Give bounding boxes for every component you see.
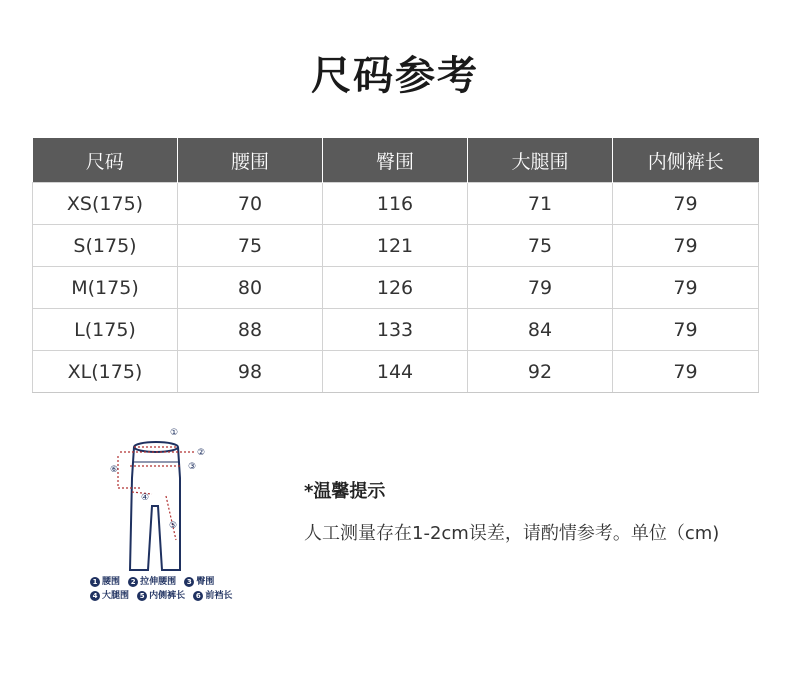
cell-hip: 144 <box>323 351 468 393</box>
legend-item <box>137 589 185 603</box>
cell-waist: 80 <box>178 267 323 309</box>
table-row <box>33 267 759 309</box>
legend-item <box>128 575 176 589</box>
cell-size: S(175) <box>33 225 178 267</box>
marker-3: ③ <box>188 462 197 472</box>
legend-number: 2 <box>128 577 138 587</box>
legend-label: 腰围 <box>102 577 121 587</box>
table-header-row <box>33 138 759 183</box>
legend-number: 4 <box>90 591 100 601</box>
tip-title: *温馨提示 <box>304 481 386 502</box>
cell-thigh: 79 <box>468 267 613 309</box>
header-thigh: 大腿围 <box>468 138 613 183</box>
cell-waist: 88 <box>178 309 323 351</box>
cell-thigh: 75 <box>468 225 613 267</box>
cell-inseam: 79 <box>613 183 759 225</box>
legend-label: 内侧裤长 <box>149 591 186 601</box>
cell-inseam: 79 <box>613 309 759 351</box>
header-waist: 腰围 <box>178 138 323 183</box>
legend-number: 6 <box>193 591 203 601</box>
header-size: 尺码 <box>33 138 178 183</box>
cell-size: XS(175) <box>33 183 178 225</box>
cell-inseam: 79 <box>613 267 759 309</box>
legend-item <box>193 589 232 603</box>
legend-item <box>90 589 129 603</box>
marker-6: ⑥ <box>110 465 119 475</box>
legend-item <box>90 575 120 589</box>
cell-thigh: 71 <box>468 183 613 225</box>
legend-label: 拉伸腰围 <box>140 577 177 587</box>
marker-1: ① <box>170 428 179 438</box>
legend-number: 1 <box>90 577 100 587</box>
legend-number: 3 <box>184 577 194 587</box>
marker-2: ② <box>197 448 206 458</box>
diagram-legend <box>90 575 237 603</box>
header-hip: 臀围 <box>323 138 468 183</box>
cell-thigh: 84 <box>468 309 613 351</box>
measurement-guides <box>118 447 196 540</box>
legend-number: 5 <box>137 591 147 601</box>
table-row <box>33 183 759 225</box>
legend-label: 臀围 <box>196 577 215 587</box>
marker-5: ⑤ <box>169 521 178 531</box>
cell-thigh: 92 <box>468 351 613 393</box>
cell-inseam: 79 <box>613 351 759 393</box>
cell-hip: 133 <box>323 309 468 351</box>
cell-hip: 121 <box>323 225 468 267</box>
cell-size: M(175) <box>33 267 178 309</box>
table-row <box>33 351 759 393</box>
page-title: 尺码参考 <box>311 53 479 99</box>
cell-size: XL(175) <box>33 351 178 393</box>
size-table <box>32 138 759 393</box>
cell-hip: 126 <box>323 267 468 309</box>
pants-outline-icon <box>130 442 180 570</box>
legend-label: 大腿围 <box>102 591 130 601</box>
legend-item <box>184 575 214 589</box>
marker-4: ④ <box>141 493 150 503</box>
cell-size: L(175) <box>33 309 178 351</box>
table-row <box>33 225 759 267</box>
table-row <box>33 309 759 351</box>
cell-waist: 98 <box>178 351 323 393</box>
header-inseam: 内侧裤长 <box>613 138 759 183</box>
cell-waist: 70 <box>178 183 323 225</box>
cell-hip: 116 <box>323 183 468 225</box>
cell-waist: 75 <box>178 225 323 267</box>
tip-body: 人工测量存在1-2cm误差，请酌情参考。单位（cm) <box>304 523 720 544</box>
cell-inseam: 79 <box>613 225 759 267</box>
legend-label: 前裆长 <box>205 591 233 601</box>
